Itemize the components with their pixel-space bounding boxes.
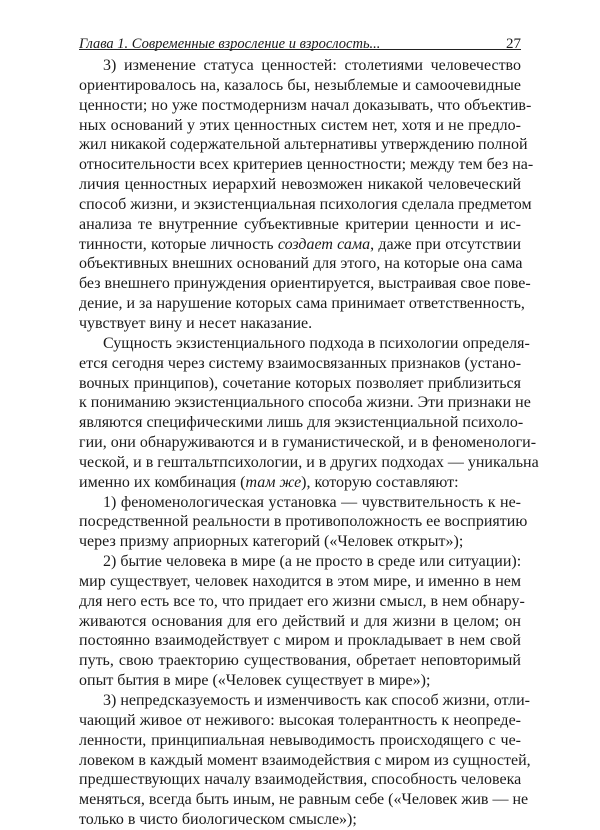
text-line: без внешнего принуждения ориентируется, выстраивая свое пове-	[79, 275, 531, 293]
text-line: только в чисто биологическом смысле»);	[79, 811, 357, 829]
text-line: предшествующих началу взаимодействия, способность человека	[79, 771, 522, 789]
text-line: ценности; но уже постмодернизм начал доказывать, что объектив-	[79, 96, 532, 114]
text-line: ных оснований у этих ценностных систем нет, хотя и не предло-	[79, 116, 521, 134]
text-line: тинности, которые личность создает сама, даже при отсутствии	[79, 235, 522, 253]
text-line: опыт бытия в мире («Человек существует в мире»);	[79, 672, 431, 690]
text-line: ловеком в каждый момент взаимодействия с миром из сущностей,	[79, 751, 531, 769]
text-line: 1) феноменологическая установка — чувствительность к не-	[103, 493, 521, 511]
text-line: ленности, принципиальная невыводимость происходящего с че-	[79, 731, 521, 749]
text-line: чающий живое от неживого: высокая толерантность к неопреде-	[79, 711, 521, 729]
header-rule	[79, 49, 521, 50]
text-line: путь, свою траекторию существования, обретает неповторимый	[79, 652, 521, 670]
text-line: 3) изменение статуса ценностей: столетиями человечество	[103, 57, 521, 74]
text-line: личия ценностных иерархий невозможен никакой человеческий	[79, 176, 521, 194]
text-line: меняться, всегда быть иным, не равным себе («Человек жив — не	[79, 791, 529, 809]
text-line: вочных принципов), сочетание которых позволяет приблизиться	[79, 374, 521, 392]
text-line: относительности всех критериев ценностности; между тем без на-	[79, 156, 534, 174]
text-line: гии, они обнаруживаются и в гуманистической, и в феноменологи-	[79, 434, 537, 452]
text-line: способ жизни, и экзистенциальная психология сделала предметом	[79, 195, 532, 213]
paragraph	[79, 493, 528, 553]
text-line: именно их комбинация (там же), которую составляют:	[79, 473, 459, 491]
paragraph	[79, 334, 539, 493]
text-line: являются специфическими лишь для экзистенциальной психоло-	[79, 414, 524, 432]
text-line: ческой, и в гештальтпсихологии, и в других подходах — уникальна	[79, 453, 539, 471]
body-text	[79, 56, 539, 830]
chapter-title: Глава 1. Современные взросление и взрослость...	[79, 36, 381, 52]
text-line: чувствует вину и несет наказание.	[79, 314, 313, 332]
text-line: ется сегодня через систему взаимосвязанных признаков (устано-	[79, 354, 522, 372]
text-line: Сущность экзистенциального подхода в психологии определя-	[103, 334, 530, 352]
paragraph	[79, 691, 531, 830]
text-line: постоянно взаимодействует с миром и прокладывает в нем свой	[79, 632, 521, 650]
text-line: через призму априорных категорий («Человек открыт»);	[79, 533, 464, 551]
text-line: объективных внешних оснований для этого, на которые она сама	[79, 255, 523, 273]
text-line: анализа те внутренние субъективные критерии ценности и ис-	[79, 215, 521, 233]
paragraph	[79, 552, 525, 691]
text-line: жил никакой содержательной альтернативы утверждению полной	[79, 136, 528, 154]
text-line: живаются основания для его действий и для жизни в целом; он	[79, 612, 521, 630]
text-line: к пониманию экзистенциального способа жизни. Эти признаки не	[79, 394, 531, 412]
text-line: посредственной реальности в противоположность ее восприятию	[79, 513, 528, 531]
text-line: 3) непредсказуемость и изменчивость как способ жизни, отли-	[103, 692, 530, 709]
page-number: 27	[506, 36, 521, 52]
text-line: 2) бытие человека в мире (а не просто в среде или ситуации):	[103, 553, 522, 571]
text-line: дение, и за нарушение которых сама принимает ответственность,	[79, 295, 525, 313]
text-line: ориентировалось на, казалось бы, незыблемые и самоочевидные	[79, 76, 521, 94]
italic-emphasis: создает сама	[277, 235, 371, 253]
text-line: мир существует, человек находится в этом мире, и именно в нем	[79, 572, 521, 590]
paragraph	[79, 56, 534, 334]
text-line: для него есть все то, что придает его жизни смысл, в нем обнару-	[79, 592, 525, 610]
italic-emphasis: там же	[245, 473, 302, 491]
